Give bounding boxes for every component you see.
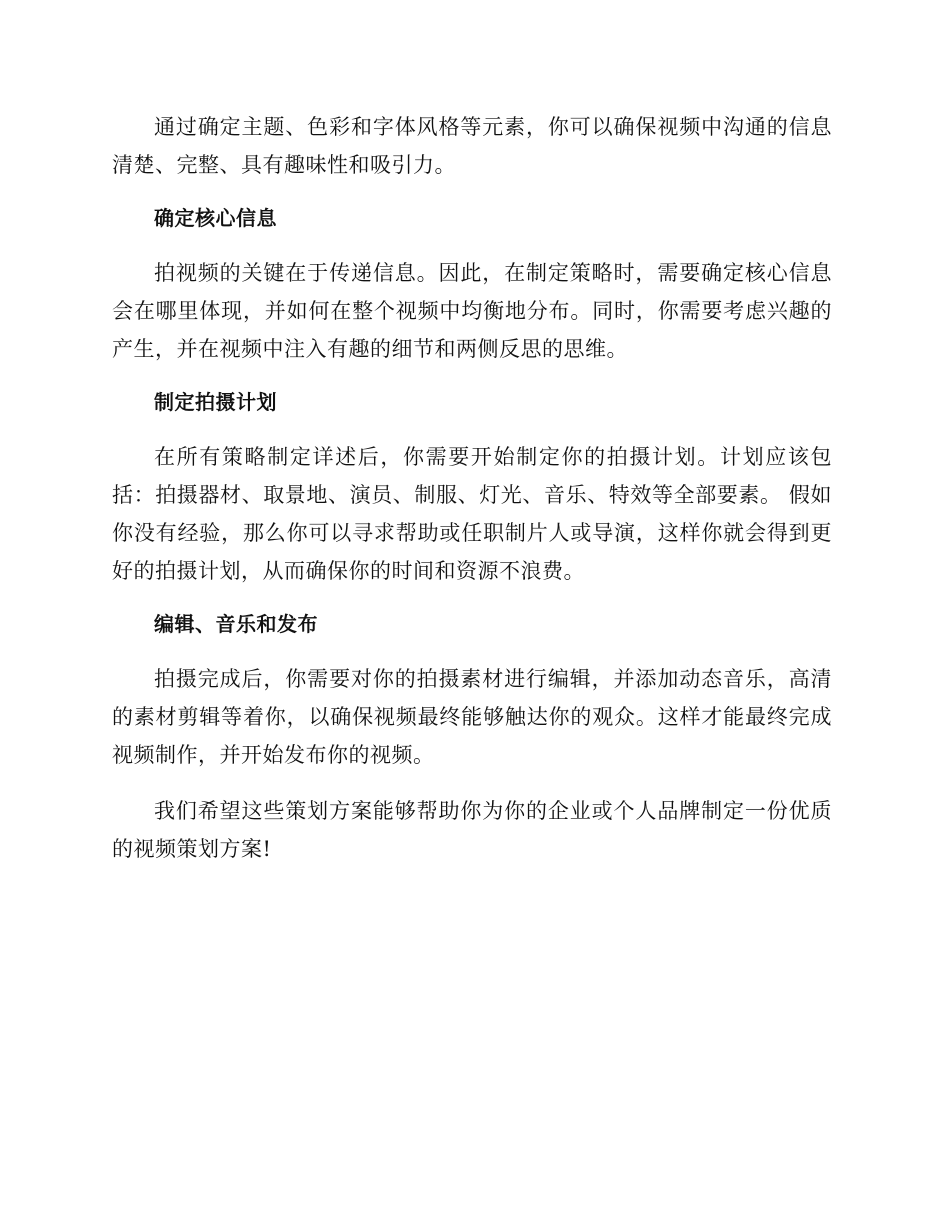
paragraph-shooting-plan: 在所有策略制定详述后，你需要开始制定你的拍摄计划。计划应该包括：拍摄器材、取景地、演员、制服、灯光、音乐、特效等全部要素。 假如你没有经验，那么你可以寻求帮助或任职制片人或导演，这样你就会得到更好的拍摄计划，从而确保你的时间和资源不浪费。 <box>112 445 832 583</box>
paragraph-closing: 我们希望这些策划方案能够帮助你为你的企业或个人品牌制定一份优质的视频策划方案! <box>112 799 832 861</box>
heading-core-message: 确定核心信息 <box>154 206 277 230</box>
document-page <box>112 108 832 886</box>
paragraph-edit-music-publish: 拍摄完成后，你需要对你的拍摄素材进行编辑，并添加动态音乐，高清的素材剪辑等着你，以确保视频最终能够触达你的观众。这样才能最终完成视频制作，并开始发布你的视频。 <box>112 667 832 767</box>
heading-shooting-plan: 制定拍摄计划 <box>154 390 277 414</box>
paragraph-intro: 通过确定主题、色彩和字体风格等元素，你可以确保视频中沟通的信息清楚、完整、具有趣味性和吸引力。 <box>112 115 832 177</box>
paragraph-core-message: 拍视频的关键在于传递信息。因此，在制定策略时，需要确定核心信息会在哪里体现，并如何在整个视频中均衡地分布。同时，你需要考虑兴趣的产生，并在视频中注入有趣的细节和两侧反思的思维。 <box>112 261 832 361</box>
heading-edit-music-publish: 编辑、音乐和发布 <box>154 612 318 636</box>
